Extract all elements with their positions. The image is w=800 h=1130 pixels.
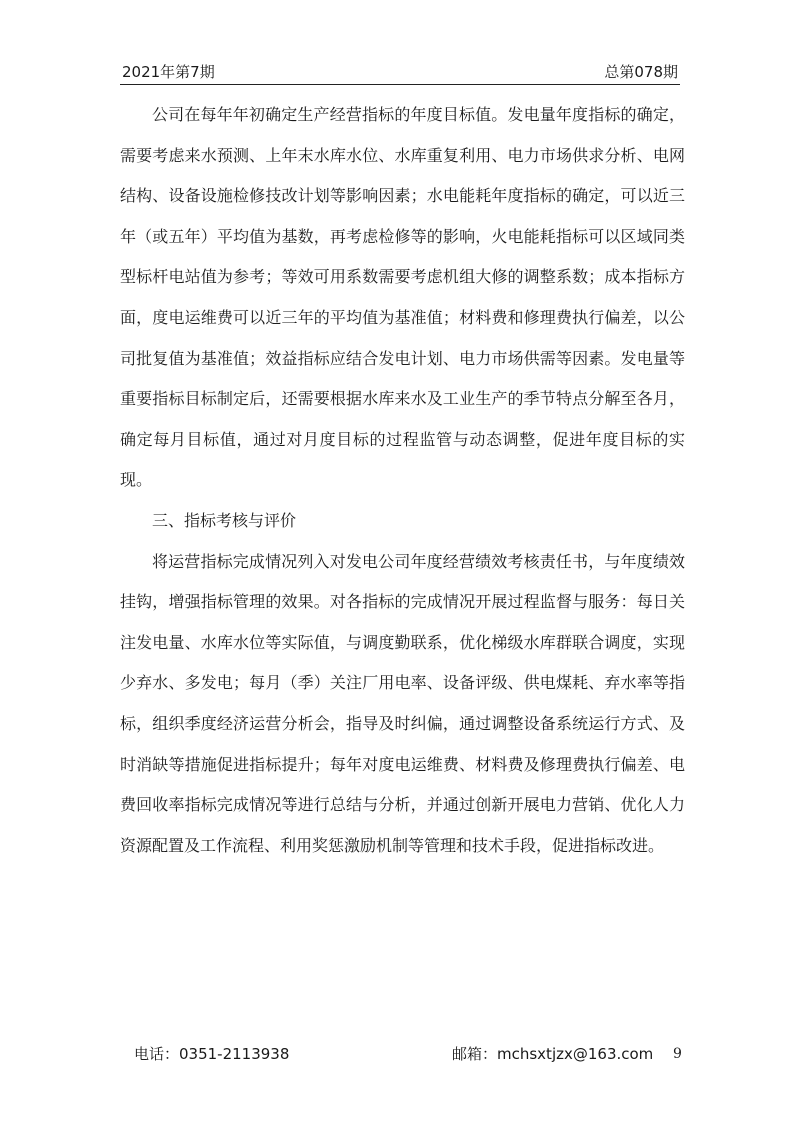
total-issue-label: 总第078期: [604, 63, 678, 81]
page-header: [120, 60, 680, 84]
section-heading: 三、指标考核与评价: [152, 510, 297, 530]
paragraph-target-setting: 公司在每年年初确定生产经营指标的年度目标值。发电量年度指标的确定，需要考虑来水预测、上年末水库水位、水库重复利用、电力市场供求分析、电网结构、设备设施检修技改计划等影响因素；水电能耗年度指标的确定，可以近三年（或五年）平均值为基数，再考虑检修等的影响，火电能耗指标可以区域同类型标杆电站值为参考；等效可用系数需要考虑机组大修的调整系数；成本指标方面，度电运维费可以近三年的平均值为基准值；材料费和修理费执行偏差，以公司批复值为基准值；效益指标应结合发电计划、电力市场供需等因素。发电量等重要指标目标制定后，还需要根据水库来水及工业生产的季节特点分解至各月，确定每月目标值，通过对月度目标的过程监管与动态调整，促进年度目标的实现。: [120, 105, 685, 490]
email-contact: 邮箱：mchsxtjzx@163.com: [452, 1045, 654, 1063]
article-body: [120, 95, 685, 866]
page-footer: [0, 1044, 800, 1068]
issue-label: 2021年第7期: [122, 63, 215, 81]
paragraph-assessment: 将运营指标完成情况列入对发电公司年度经营绩效考核责任书，与年度绩效挂钩，增强指标管理的效果。对各指标的完成情况开展过程监督与服务：每日关注发电量、水库水位等实际值，与调度勤联系，优化梯级水库群联合调度，实现少弃水、多发电；每月（季）关注厂用电率、设备评级、供电煤耗、弃水率等指标，组织季度经济运营分析会，指导及时纠偏，通过调整设备系统运行方式、及时消缺等措施促进指标提升；每年对度电运维费、材料费及修理费执行偏差、电费回收率指标完成情况等进行总结与分析，并通过创新开展电力营销、优化人力资源配置及工作流程、利用奖惩激励机制等管理和技术手段，促进指标改进。: [120, 551, 685, 855]
phone-contact: 电话：0351-2113938: [134, 1045, 290, 1063]
page-number: 9: [673, 1046, 682, 1062]
header-divider: [120, 84, 680, 85]
